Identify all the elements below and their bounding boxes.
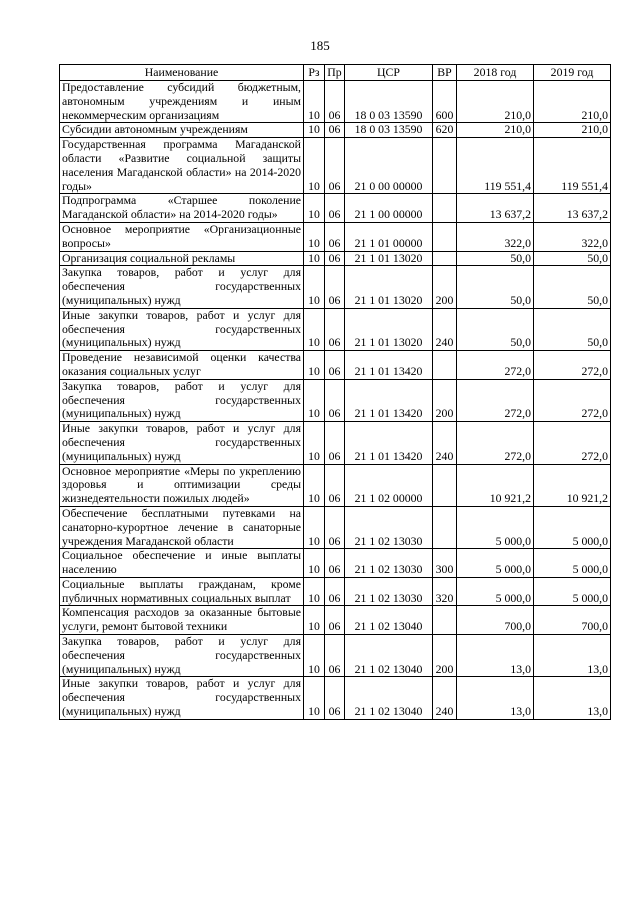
cell-vr <box>433 464 457 506</box>
cell-name: Закупка товаров, работ и услуг для обеспечения государственных (муниципальных) нужд <box>60 635 304 677</box>
cell-name: Организация социальной рекламы <box>60 251 304 266</box>
cell-csr: 21 0 00 00000 <box>345 138 433 194</box>
cell-vr: 240 <box>433 677 457 719</box>
cell-vr: 300 <box>433 549 457 578</box>
cell-2018: 5 000,0 <box>457 577 534 606</box>
cell-2019: 210,0 <box>534 123 611 138</box>
budget-table <box>59 64 611 720</box>
cell-2019: 5 000,0 <box>534 549 611 578</box>
cell-name: Государственная программа Магаданской области «Развитие социальной защиты населения Магаданской области» на 2014-2020 годы» <box>60 138 304 194</box>
cell-name: Социальные выплаты гражданам, кроме публичных нормативных социальных выплат <box>60 577 304 606</box>
cell-name: Социальное обеспечение и иные выплаты населению <box>60 549 304 578</box>
cell-rz: 10 <box>304 123 325 138</box>
cell-name: Основное мероприятие «Организационные вопросы» <box>60 222 304 251</box>
cell-pr: 06 <box>325 606 345 635</box>
cell-rz: 10 <box>304 379 325 421</box>
cell-pr: 06 <box>325 222 345 251</box>
table-header-row <box>60 65 611 81</box>
cell-rz: 10 <box>304 194 325 223</box>
cell-csr: 18 0 03 13590 <box>345 123 433 138</box>
column-header-rz: Рз <box>304 65 325 81</box>
cell-vr: 240 <box>433 308 457 350</box>
cell-2018: 700,0 <box>457 606 534 635</box>
table-row <box>60 577 611 606</box>
cell-rz: 10 <box>304 577 325 606</box>
cell-2019: 13 637,2 <box>534 194 611 223</box>
table-row <box>60 81 611 123</box>
cell-vr <box>433 138 457 194</box>
cell-name: Иные закупки товаров, работ и услуг для обеспечения государственных (муниципальных) нужд <box>60 677 304 719</box>
cell-2019: 10 921,2 <box>534 464 611 506</box>
cell-vr <box>433 351 457 380</box>
table-row <box>60 251 611 266</box>
cell-vr <box>433 194 457 223</box>
cell-vr <box>433 606 457 635</box>
cell-csr: 21 1 01 13420 <box>345 379 433 421</box>
table-row <box>60 635 611 677</box>
table-row <box>60 194 611 223</box>
column-header-2019: 2019 год <box>534 65 611 81</box>
cell-vr: 620 <box>433 123 457 138</box>
cell-rz: 10 <box>304 251 325 266</box>
page-number: 185 <box>310 38 330 53</box>
table-row <box>60 677 611 719</box>
cell-2019: 119 551,4 <box>534 138 611 194</box>
table-row <box>60 138 611 194</box>
cell-rz: 10 <box>304 308 325 350</box>
cell-rz: 10 <box>304 138 325 194</box>
cell-csr: 21 1 01 13020 <box>345 308 433 350</box>
cell-pr: 06 <box>325 577 345 606</box>
cell-2018: 50,0 <box>457 266 534 308</box>
cell-pr: 06 <box>325 464 345 506</box>
cell-2018: 119 551,4 <box>457 138 534 194</box>
cell-csr: 21 1 01 13420 <box>345 422 433 464</box>
cell-2018: 13 637,2 <box>457 194 534 223</box>
cell-pr: 06 <box>325 506 345 548</box>
table-row <box>60 506 611 548</box>
cell-name: Проведение независимой оценки качества оказания социальных услуг <box>60 351 304 380</box>
cell-2018: 13,0 <box>457 635 534 677</box>
cell-name: Обеспечение бесплатными путевками на санаторно-курортное лечение в санаторные учреждения Магаданской области <box>60 506 304 548</box>
table-row <box>60 351 611 380</box>
cell-name: Иные закупки товаров, работ и услуг для обеспечения государственных (муниципальных) нужд <box>60 308 304 350</box>
cell-2019: 50,0 <box>534 266 611 308</box>
cell-csr: 18 0 03 13590 <box>345 81 433 123</box>
cell-vr: 200 <box>433 635 457 677</box>
table-row <box>60 222 611 251</box>
cell-rz: 10 <box>304 506 325 548</box>
cell-pr: 06 <box>325 422 345 464</box>
cell-vr: 240 <box>433 422 457 464</box>
cell-csr: 21 1 01 00000 <box>345 222 433 251</box>
cell-csr: 21 1 02 00000 <box>345 464 433 506</box>
cell-2018: 210,0 <box>457 81 534 123</box>
cell-csr: 21 1 00 00000 <box>345 194 433 223</box>
cell-pr: 06 <box>325 81 345 123</box>
column-header-2018: 2018 год <box>457 65 534 81</box>
cell-2018: 322,0 <box>457 222 534 251</box>
column-header-vr: ВР <box>433 65 457 81</box>
cell-pr: 06 <box>325 635 345 677</box>
table-row <box>60 308 611 350</box>
cell-2018: 5 000,0 <box>457 549 534 578</box>
column-header-csr: ЦСР <box>345 65 433 81</box>
cell-rz: 10 <box>304 266 325 308</box>
cell-rz: 10 <box>304 422 325 464</box>
cell-2019: 5 000,0 <box>534 577 611 606</box>
cell-csr: 21 1 02 13040 <box>345 677 433 719</box>
cell-2019: 272,0 <box>534 379 611 421</box>
cell-csr: 21 1 01 13020 <box>345 266 433 308</box>
table-row <box>60 123 611 138</box>
cell-2018: 272,0 <box>457 379 534 421</box>
cell-2018: 210,0 <box>457 123 534 138</box>
cell-name: Закупка товаров, работ и услуг для обеспечения государственных (муниципальных) нужд <box>60 379 304 421</box>
cell-name: Основное мероприятие «Меры по укреплению здоровья и оптимизации среды жизнедеятельности пожилых людей» <box>60 464 304 506</box>
table-row <box>60 464 611 506</box>
cell-name: Компенсация расходов за оказанные бытовые услуги, ремонт бытовой техники <box>60 606 304 635</box>
column-header-pr: Пр <box>325 65 345 81</box>
cell-vr: 200 <box>433 379 457 421</box>
cell-2019: 322,0 <box>534 222 611 251</box>
cell-pr: 06 <box>325 194 345 223</box>
cell-2019: 700,0 <box>534 606 611 635</box>
cell-vr <box>433 506 457 548</box>
cell-rz: 10 <box>304 464 325 506</box>
cell-2019: 13,0 <box>534 677 611 719</box>
cell-2018: 50,0 <box>457 251 534 266</box>
table-row <box>60 549 611 578</box>
cell-2019: 272,0 <box>534 422 611 464</box>
cell-2018: 50,0 <box>457 308 534 350</box>
cell-vr <box>433 251 457 266</box>
cell-pr: 06 <box>325 123 345 138</box>
cell-rz: 10 <box>304 677 325 719</box>
cell-2019: 272,0 <box>534 351 611 380</box>
cell-name: Субсидии автономным учреждениям <box>60 123 304 138</box>
table-row <box>60 266 611 308</box>
cell-name: Иные закупки товаров, работ и услуг для обеспечения государственных (муниципальных) нужд <box>60 422 304 464</box>
table-body <box>60 81 611 720</box>
cell-rz: 10 <box>304 222 325 251</box>
cell-rz: 10 <box>304 606 325 635</box>
column-header-name: Наименование <box>60 65 304 81</box>
cell-2019: 50,0 <box>534 251 611 266</box>
cell-name: Подпрограмма «Старшее поколение Магаданской области» на 2014-2020 годы» <box>60 194 304 223</box>
cell-pr: 06 <box>325 251 345 266</box>
cell-rz: 10 <box>304 549 325 578</box>
cell-csr: 21 1 01 13420 <box>345 351 433 380</box>
cell-pr: 06 <box>325 308 345 350</box>
cell-csr: 21 1 02 13030 <box>345 506 433 548</box>
cell-vr: 200 <box>433 266 457 308</box>
cell-vr: 600 <box>433 81 457 123</box>
cell-pr: 06 <box>325 379 345 421</box>
cell-pr: 06 <box>325 677 345 719</box>
cell-pr: 06 <box>325 138 345 194</box>
cell-vr: 320 <box>433 577 457 606</box>
cell-2018: 13,0 <box>457 677 534 719</box>
cell-csr: 21 1 02 13030 <box>345 549 433 578</box>
cell-2018: 10 921,2 <box>457 464 534 506</box>
cell-pr: 06 <box>325 549 345 578</box>
cell-vr <box>433 222 457 251</box>
cell-csr: 21 1 02 13040 <box>345 606 433 635</box>
cell-2018: 5 000,0 <box>457 506 534 548</box>
cell-name: Предоставление субсидий бюджетным, автономным учреждениям и иным некоммерческим организациям <box>60 81 304 123</box>
cell-2019: 210,0 <box>534 81 611 123</box>
cell-2019: 13,0 <box>534 635 611 677</box>
cell-2018: 272,0 <box>457 422 534 464</box>
cell-rz: 10 <box>304 635 325 677</box>
cell-pr: 06 <box>325 351 345 380</box>
cell-rz: 10 <box>304 351 325 380</box>
cell-name: Закупка товаров, работ и услуг для обеспечения государственных (муниципальных) нужд <box>60 266 304 308</box>
cell-2019: 5 000,0 <box>534 506 611 548</box>
cell-csr: 21 1 01 13020 <box>345 251 433 266</box>
cell-rz: 10 <box>304 81 325 123</box>
cell-2019: 50,0 <box>534 308 611 350</box>
cell-pr: 06 <box>325 266 345 308</box>
cell-csr: 21 1 02 13040 <box>345 635 433 677</box>
cell-csr: 21 1 02 13030 <box>345 577 433 606</box>
table-row <box>60 422 611 464</box>
table-row <box>60 379 611 421</box>
table-row <box>60 606 611 635</box>
cell-2018: 272,0 <box>457 351 534 380</box>
